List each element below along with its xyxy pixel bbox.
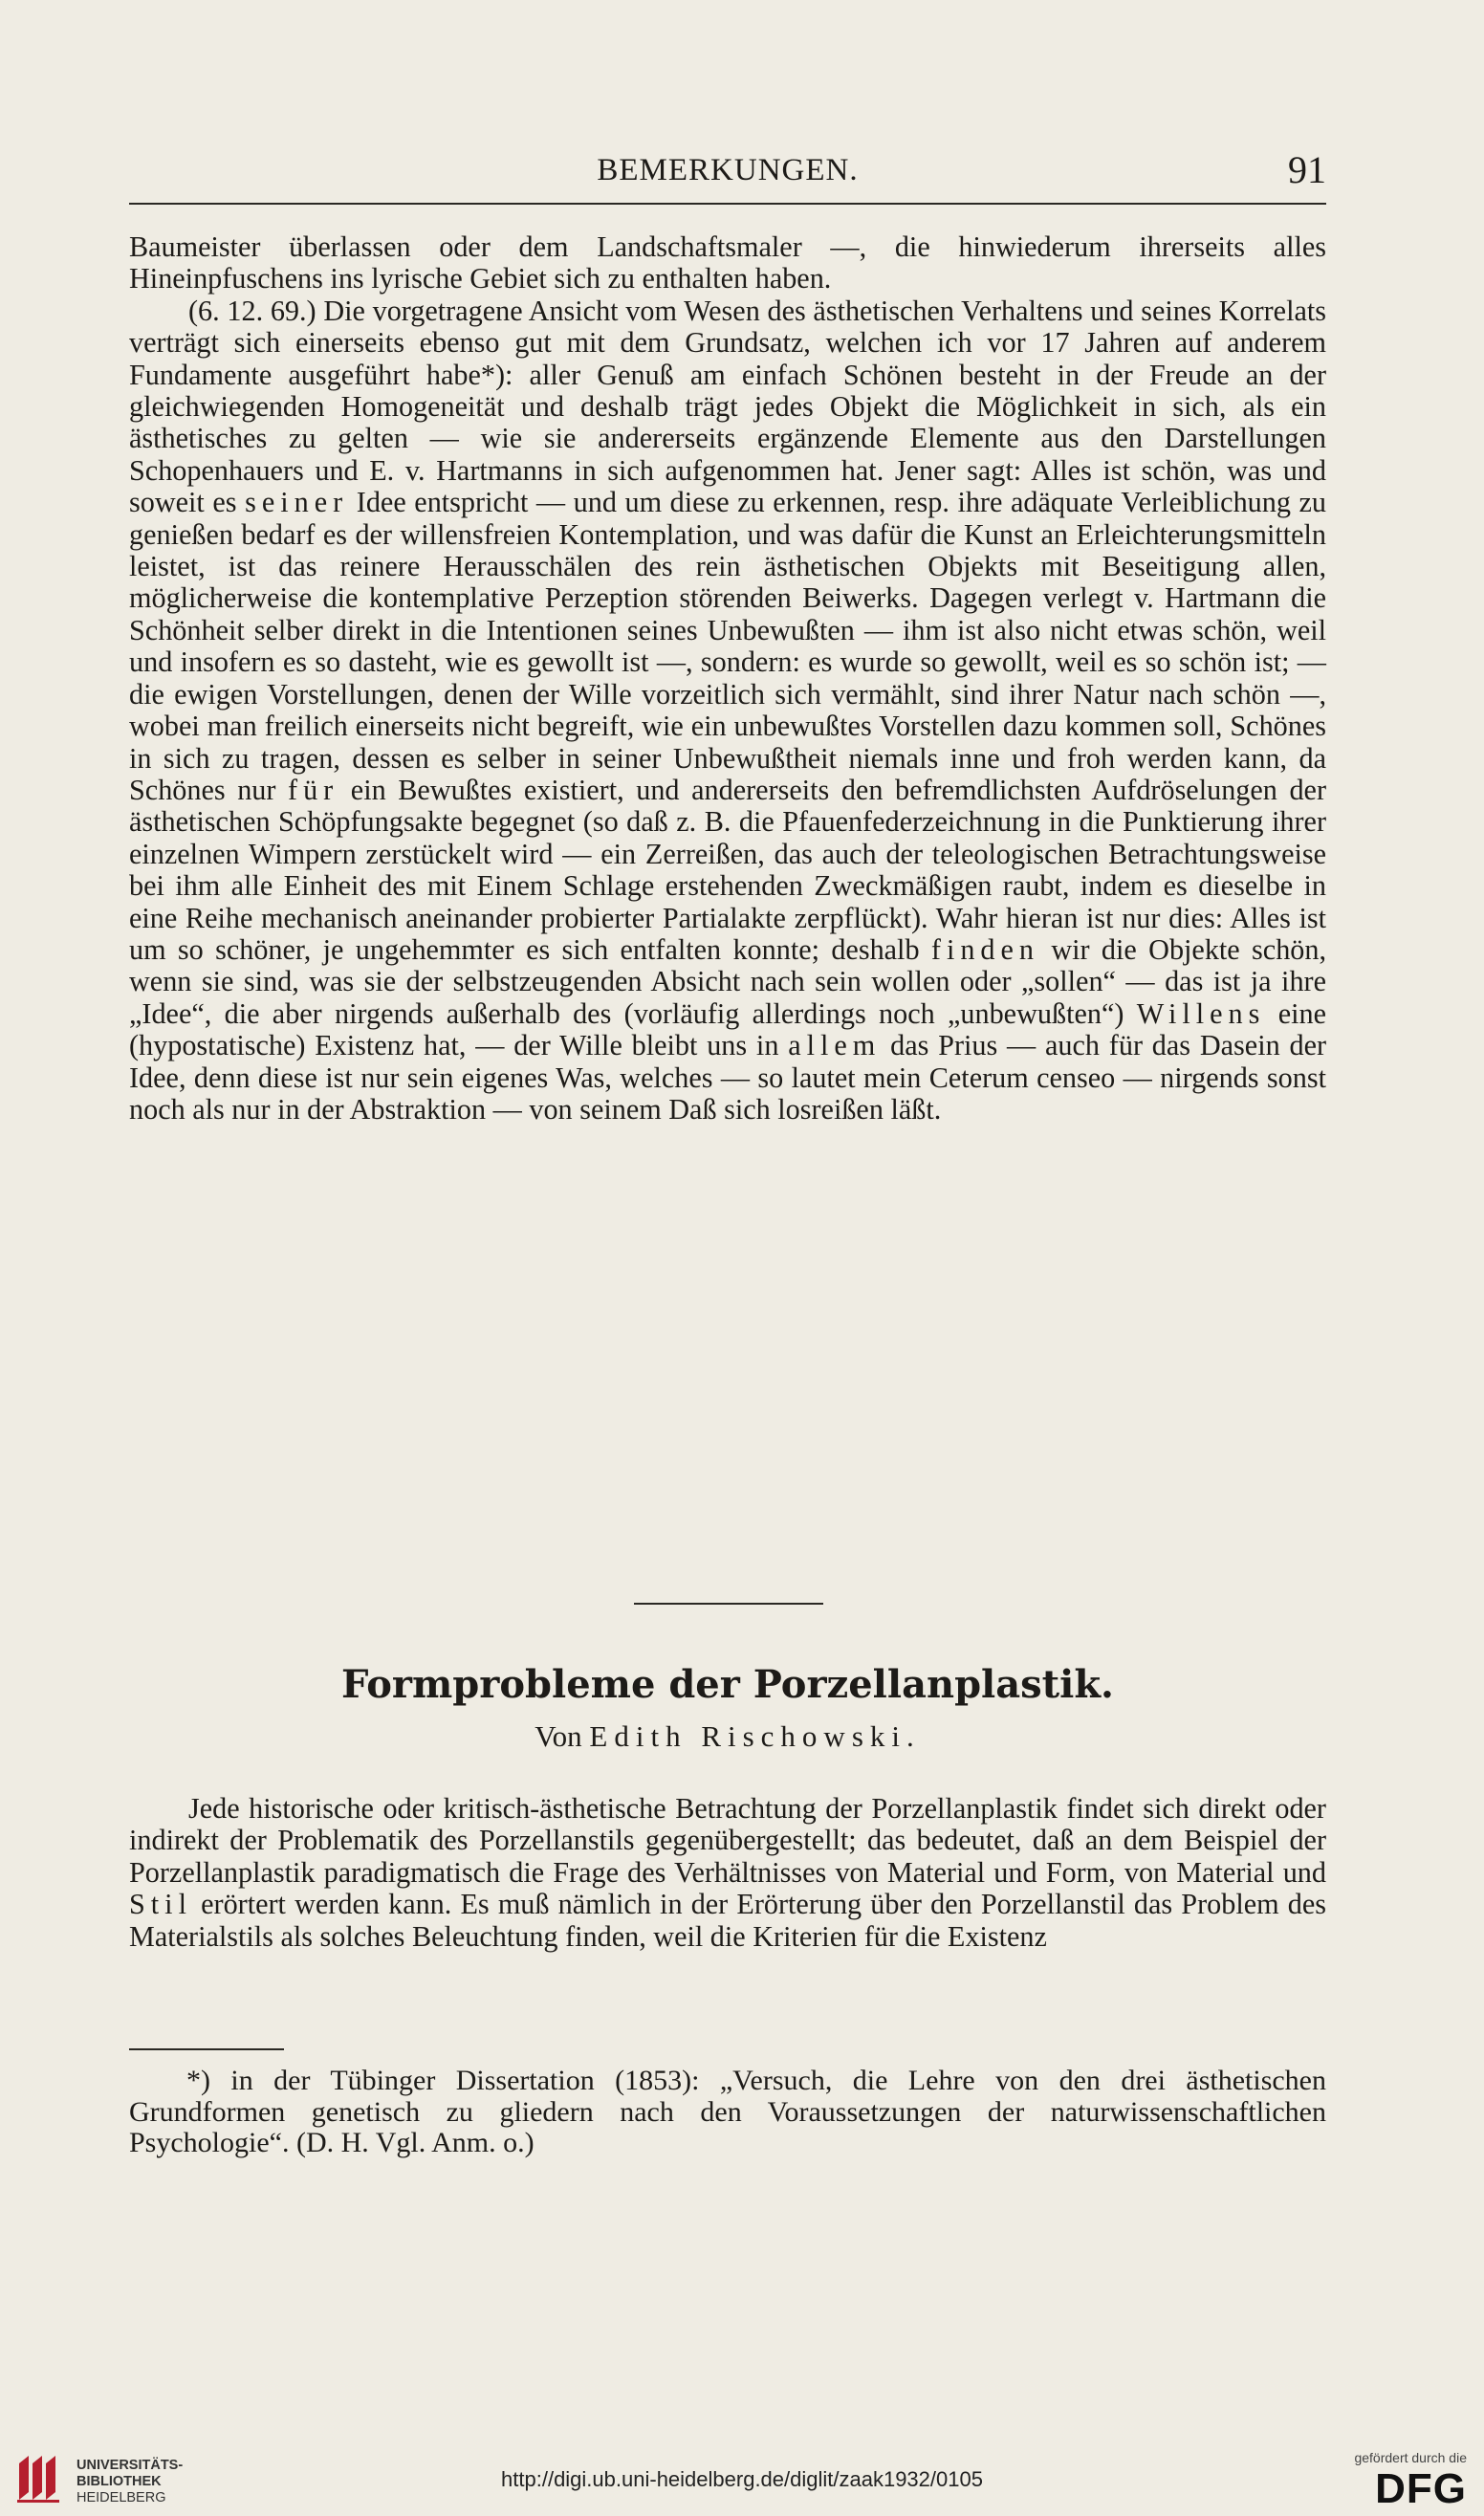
library-line: UNIVERSITÄTS- bbox=[76, 2458, 184, 2473]
text-run: wir die Objekte schön, wenn sie sind, was sie der selbstzeugenden Absicht nach sein wollen oder „sollen“ — das ist ja ihre „Idee“, die aber nirgends außerhalb des (vorläufig allerdings noch „unbewußten“) bbox=[129, 932, 1327, 1030]
library-line: BIBLIOTHEK bbox=[76, 2474, 162, 2489]
emphasis-spaced: Willens bbox=[1136, 996, 1266, 1030]
text-run: Jede historische oder kritisch-ästhetische Betrachtung der Porzellanplastik findet sich direkt oder indirekt der Problematik des Porzellanstils gegenübergestellt; das bedeutet, daß an dem Beispiel der Porzellanplastik paradigmatisch die Frage des Verhältnisses von Material und Form, von Material und bbox=[129, 1792, 1326, 1889]
paragraph-intro bbox=[129, 1793, 1326, 1953]
author-name: Edith Rischowski. bbox=[589, 1719, 921, 1753]
text-run: Idee entspricht — und um diese zu erkennen, resp. ihre adäquate Verleiblichung zu genießen bedarf es der willensfreien Kontemplation, und was dafür die Kunst an Erleichterungsmitteln leistet, ist das reinere Herausschälen des rein ästhetischen Objekts mit Beseitigung allen, möglicherweise die kontemplative Perzeption störenden Beiwerks. Dagegen verlegt v. Hartmann die Schönheit selber direkt in die Intentionen seines Unbewußten — ihm ist also nicht etwas schön, weil und insofern es so dasteht, wie es gewollt ist —, sondern: es wurde so gewollt, weil es so schön ist; — die ewigen Vorstellungen, denen der Wille vorzeitlich sich vermählt, sind ihrer Natur nach schön —, wobei man freilich einerseits nicht begreift, wie ein unbewußtes Vorstellen dazu kommen soll, Schönes in sich zu tragen, dessen es selber in seiner Unbewußtheit niemals inne und froh werden kann, da Schönes nur bbox=[129, 486, 1327, 806]
running-head: BEMERKUNGEN. bbox=[597, 153, 859, 187]
text-run: eine (hypostatische) Existenz hat, — der Wille bleibt uns in bbox=[129, 996, 1326, 1062]
source-url-link[interactable]: http://digi.ub.uni-heidelberg.de/diglit/zaak1932/0105 bbox=[501, 2467, 983, 2491]
emphasis-spaced: für bbox=[288, 773, 339, 806]
header-rule bbox=[129, 203, 1326, 205]
footnote bbox=[129, 2066, 1326, 2159]
article-author bbox=[129, 1719, 1326, 1754]
emphasis-spaced: seiner bbox=[245, 486, 349, 519]
text-run: erörtert werden kann. Es muß nämlich in der Erörterung über den Porzellanstil das Problem des Materialstils als solches Beleuchtung finden, weil die Kriterien für die Existenz bbox=[129, 1888, 1327, 1953]
article-title: Formprobleme der Porzellanplastik. bbox=[341, 1662, 1114, 1707]
paragraph-aesthetic-view bbox=[129, 295, 1326, 1127]
emphasis-spaced: Stil bbox=[129, 1888, 192, 1921]
section-bemerkungen bbox=[129, 231, 1326, 1126]
footnote-rule bbox=[129, 2048, 284, 2050]
library-line: HEIDELBERG bbox=[76, 2490, 166, 2505]
page-header bbox=[129, 143, 1326, 201]
article-body bbox=[129, 1793, 1326, 1953]
text-run: ein Bewußtes existiert, und andererseits den befremdlichsten Aufdröselungen der ästhetischen Schöpfungsakte begegnet (so daß z. B. die Pfauenfederzeichnung in die Punktierung ihrer einzelnen Wimpern zerstückelt wird — ein Zerreißen, das auch der teleologischen Betrachtungsweise bei ihm alle Einheit des mit Einem Schlage erstehenden Zweckmäßigen raubt, indem es dieselbe in eine Reihe mechanisch aneinander probierter Partialakte zerpflückt). Wahr hieran ist nur dies: Alles ist um so schöner, je ungehemmter es sich entfalten konnte; deshalb bbox=[129, 773, 1326, 966]
section-separator bbox=[634, 1603, 823, 1605]
paragraph-continuation: Baumeister überlassen oder dem Landschaftsmaler —, die hinwiederum ihrerseits alles Hineinpfuschens ins lyrische Gebiet sich zu enthalten haben. bbox=[129, 230, 1326, 295]
page-number: 91 bbox=[1288, 148, 1326, 191]
emphasis-spaced: allem bbox=[788, 1029, 882, 1062]
footnote-text: *) in der Tübinger Dissertation (1853): „Versuch, die Lehre von den drei ästhetischen Grundformen genetisch zu gliedern nach den Voraussetzungen der naturwissenschaftlichen Psychologie“. (D. H. Vgl. Anm. o.) bbox=[129, 2065, 1326, 2158]
dfg-logo: DFG bbox=[1375, 2465, 1467, 2512]
funder-block bbox=[1354, 2450, 1467, 2511]
text-run: (6. 12. 69.) Die vorgetragene Ansicht vom Wesen des ästhetischen Verhaltens und seines Korrelats verträgt sich einerseits ebenso gut mit dem Grundsatz, welchen ich vor 17 Jahren auf anderem Fundamente ausgeführt habe*): aller Genuß am einfach Schönen besteht in der Freude an der gleichwiegenden Homogeneität und deshalb trägt jedes Objekt die Möglichkeit in sich, als ein ästhetisches zu gelten — wie sie andererseits ergänzende Elemente aus den Darstellungen Schopenhauers und E. v. Hartmanns in sich aufgenommen hat. Jener sagt: Alles ist schön, was und soweit es bbox=[129, 294, 1326, 519]
text-run: das Prius — auch für das Dasein der Idee, denn diese ist nur sein eigenes Was, welches — so lautet mein Ceterum censeo — nirgends sonst noch als nur in der Abstraktion — von seinem Daß sich losreißen läßt. bbox=[129, 1029, 1327, 1126]
funding-note: gefördert durch die bbox=[1354, 2450, 1467, 2465]
emphasis-spaced: finden bbox=[930, 932, 1040, 966]
digitization-footer bbox=[0, 2437, 1484, 2516]
author-prefix: Von bbox=[535, 1719, 582, 1753]
